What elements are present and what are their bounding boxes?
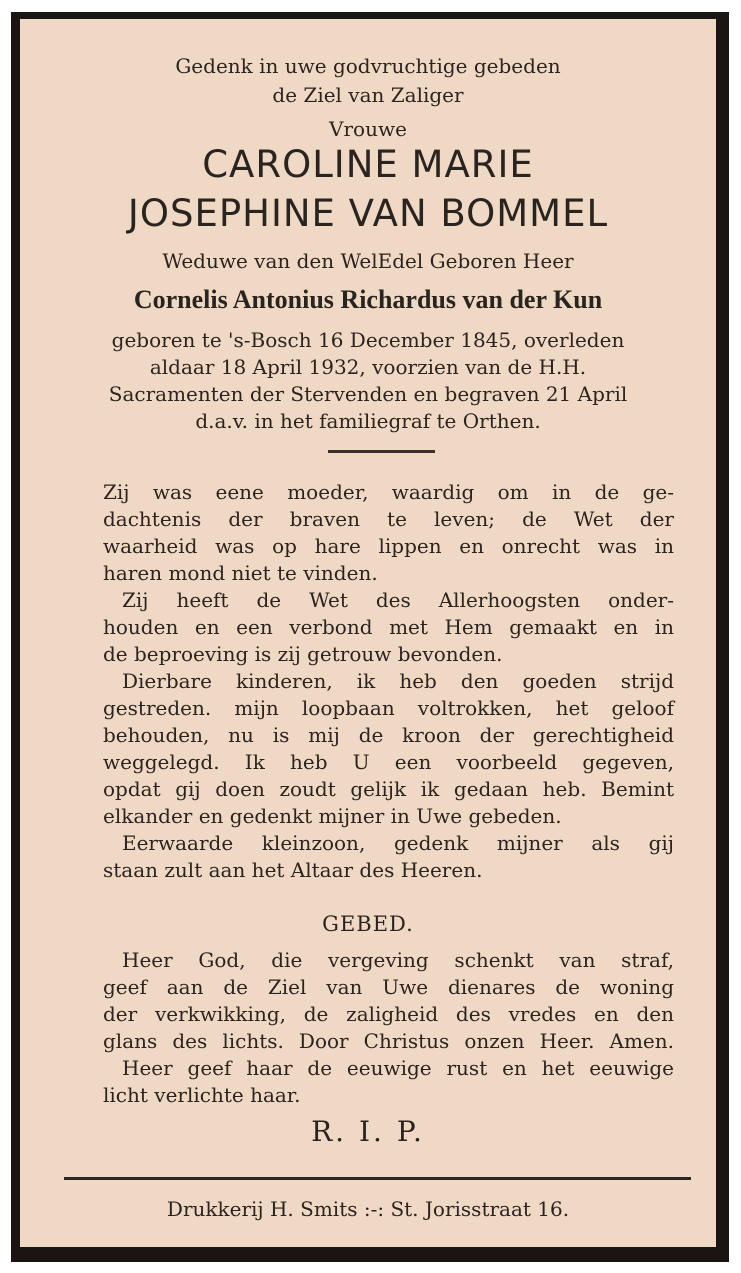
deceased-name-line-2: JOSEPHINE VAN BOMMEL	[127, 192, 609, 235]
details-line: Sacramenten der Stervenden en begraven 21 April	[108, 382, 628, 406]
printer-imprint: Drukkerij H. Smits :-: St. Jorisstraat 16.	[166, 1197, 570, 1221]
card-content	[20, 19, 716, 1247]
body-line: opdat gij doen zoudt gelijk ik gedaan heb. Bemint	[103, 777, 674, 801]
body-line: waarheid was op hare lippen en onrecht was in	[103, 534, 674, 558]
prayer-line: der verkwikking, de zaligheid des vredes en den	[103, 1002, 674, 1026]
body-line: behouden, nu is mij de kroon der gerechtigheid	[103, 723, 674, 747]
prayer-title: GEBED.	[322, 912, 414, 936]
details-line: geboren te 's-Bosch 16 December 1845, overleden	[111, 328, 625, 352]
prayer-line: glans des lichts. Door Christus onzen Heer. Amen.	[103, 1029, 674, 1053]
body-line: Dierbare kinderen, ik heb den goeden strijd	[122, 669, 674, 693]
body-line: dachtenis der braven te leven; de Wet der	[103, 507, 674, 531]
body-line: elkander en gedenkt mijner in Uwe gebeden.	[103, 804, 562, 828]
widow-of-line: Weduwe van den WelEdel Geboren Heer	[162, 249, 574, 273]
prayer-line: licht verlichte haar.	[103, 1083, 301, 1107]
header-line-1: Gedenk in uwe godvruchtige gebeden	[175, 54, 561, 78]
prayer-line: geef aan de Ziel van Uwe dienares de woning	[103, 975, 674, 999]
footer-rule	[64, 1177, 691, 1180]
rip-closing: R. I. P.	[311, 1115, 425, 1148]
body-line: Zij was eene moeder, waardig om in de ge-	[103, 480, 674, 504]
body-line: haren mond niet te vinden.	[103, 561, 378, 585]
body-line: Zij heeft de Wet des Allerhoogsten onder-	[122, 588, 674, 612]
body-line: de beproeving is zij getrouw bevonden.	[103, 642, 503, 666]
body-line: weggelegd. Ik heb U een voorbeeld gegeven,	[103, 750, 674, 774]
deceased-name-line-1: CAROLINE MARIE	[202, 143, 534, 186]
memorial-card	[11, 12, 729, 1262]
body-line: Eerwaarde kleinzoon, gedenk mijner als gij	[122, 831, 674, 855]
header-line-2: de Ziel van Zaliger	[272, 83, 464, 107]
body-line: houden en een verbond met Hem gemaakt en in	[103, 615, 674, 639]
body-line: staan zult aan het Altaar des Heeren.	[103, 858, 483, 882]
section-divider	[328, 450, 435, 453]
prayer-line: Heer geef haar de eeuwige rust en het eeuwige	[122, 1056, 674, 1080]
title-vrouwe: Vrouwe	[329, 117, 407, 141]
details-line: aldaar 18 April 1932, voorzien van de H.H.	[149, 355, 587, 379]
prayer-line: Heer God, die vergeving schenkt van straf,	[122, 948, 674, 972]
body-line: gestreden. mijn loopbaan voltrokken, het geloof	[103, 696, 674, 720]
husband-name: Cornelis Antonius Richardus van der Kun	[133, 285, 603, 314]
details-line: d.a.v. in het familiegraf te Orthen.	[195, 409, 541, 433]
